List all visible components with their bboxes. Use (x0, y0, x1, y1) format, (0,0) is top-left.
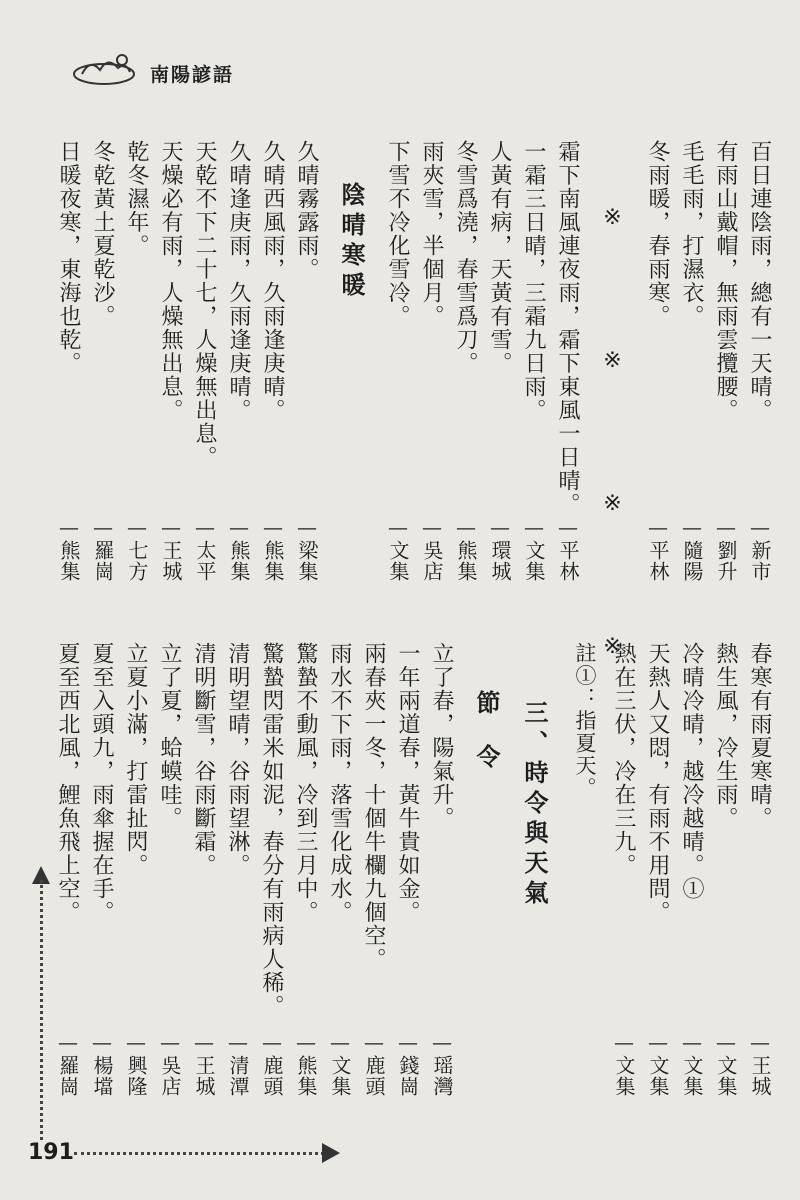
proverb-line: 冬雨暖，春雨寒。 (645, 140, 670, 328)
proverb-line: 久晴西風雨，久雨逢庚晴。 (260, 140, 285, 422)
proverb-line: 久晴霧露雨。 (294, 140, 319, 281)
proverb-source: —熊集 (57, 515, 81, 582)
proverb-source: —王城 (192, 1030, 216, 1097)
proverb-source: —鹿頭 (362, 1030, 386, 1097)
proverb-line: 冬乾黃土夏乾沙。 (90, 140, 115, 328)
proverb-source: —錢崗 (396, 1030, 420, 1097)
proverb-line: 清明斷雪，谷雨斷霜。 (191, 642, 216, 877)
proverb-source: —文集 (680, 1030, 704, 1097)
page-number: 191 (28, 1140, 74, 1165)
proverb-source: —熊集 (261, 515, 285, 582)
proverb-source: —隨陽 (680, 515, 704, 582)
proverb-source: —吳店 (420, 515, 444, 582)
proverb-source: —文集 (522, 515, 546, 582)
proverb-source: —羅崗 (91, 515, 115, 582)
proverb-line: 日暖夜寒，東海也乾。 (56, 140, 81, 375)
proverb-source: —文集 (646, 1030, 670, 1097)
proverb-line: 一霜三日晴，三霜九日雨。 (521, 140, 546, 422)
proverb-line: 天乾不下二十七，人燥無出息。 (192, 140, 217, 469)
proverb-source: —王城 (748, 1030, 772, 1097)
proverb-line: 熱生風，冷生雨。 (713, 642, 738, 830)
dotted-margin-line (40, 880, 43, 1140)
proverb-source: —七方 (125, 515, 149, 582)
proverb-source: —王城 (159, 515, 183, 582)
proverb-line: 一年兩道春，黃牛貴如金。 (395, 642, 420, 924)
proverb-source: —平林 (556, 515, 580, 582)
proverb-line: 立了春，陽氣升。 (429, 642, 454, 830)
proverb-line: 久晴逢庚雨，久雨逢庚晴。 (226, 140, 251, 422)
proverb-source: —吳店 (158, 1030, 182, 1097)
proverb-line: 夏至入頭九，雨傘握在手。 (89, 642, 114, 924)
header-logo-icon (70, 48, 140, 88)
proverb-source: —文集 (714, 1030, 738, 1097)
proverb-source: —熊集 (294, 1030, 318, 1097)
proverb-line: 雨夾雪，半個月。 (419, 140, 444, 328)
proverb-source: —瑶灣 (430, 1030, 454, 1097)
proverb-source: —興隆 (124, 1030, 148, 1097)
proverb-line: 冷晴冷晴，越冷越晴。① (679, 642, 704, 901)
book-title: 南陽諺語 (150, 64, 235, 86)
proverb-line: 立夏小滿，打雷扯閃。 (123, 642, 148, 877)
footnote: 註①：指夏天。 (573, 642, 597, 800)
arrow-right-icon (322, 1143, 340, 1163)
proverb-source: —楊壋 (90, 1030, 114, 1097)
proverb-source: —梁集 (295, 515, 319, 582)
proverb-line: 人黃有病，天黃有雪。 (487, 140, 512, 375)
proverb-source: —文集 (612, 1030, 636, 1097)
proverb-source: —新市 (748, 515, 772, 582)
dotted-footer-line (74, 1152, 324, 1155)
proverb-line: 天燥必有雨，人燥無出息。 (158, 140, 183, 422)
proverb-line: 冬雪爲澆，春雪爲刀。 (453, 140, 478, 375)
proverb-line: 霜下南風連夜雨，霜下東風一日晴。 (555, 140, 580, 516)
proverb-line: 有雨山戴帽，無雨雲攬腰。 (713, 140, 738, 422)
chapter-heading: 三、時令與天氣 (520, 700, 549, 910)
proverb-source: —清潭 (226, 1030, 250, 1097)
proverb-line: 乾冬濕年。 (124, 140, 149, 258)
proverb-source: —太平 (193, 515, 217, 582)
proverb-source: —熊集 (227, 515, 251, 582)
proverb-line: 立了夏，蛤蟆哇。 (157, 642, 182, 830)
subsection-heading: 陰晴寒暖 (337, 182, 366, 302)
proverb-line: 天熱人又悶，有雨不用問。 (645, 642, 670, 924)
proverb-line: 毛毛雨，打濕衣。 (679, 140, 704, 328)
subsection-heading: 節令 (472, 690, 501, 798)
proverb-line: 驚蟄閃雷米如泥，春分有雨病人稀。 (259, 642, 284, 1018)
proverb-source: —文集 (386, 515, 410, 582)
proverb-line: 驚蟄不動風，冷到三月中。 (293, 642, 318, 924)
proverb-source: —環城 (488, 515, 512, 582)
proverb-source: —熊集 (454, 515, 478, 582)
proverb-line: 清明望晴，谷雨望淋。 (225, 642, 250, 877)
proverb-source: —文集 (328, 1030, 352, 1097)
proverb-source: —劉升 (714, 515, 738, 582)
proverb-source: —平林 (646, 515, 670, 582)
proverb-source: —鹿頭 (260, 1030, 284, 1097)
proverb-line: 雨水不下雨，落雪化成水。 (327, 642, 352, 924)
proverb-line: 熱在三伏，冷在三九。 (611, 642, 636, 877)
proverb-line: 春寒有雨夏寒晴。 (747, 642, 772, 830)
section-divider-stars: ※ ※ ※ ※ (600, 205, 625, 707)
proverb-line: 夏至西北風，鯉魚飛上空。 (55, 642, 80, 924)
proverb-source: —羅崗 (56, 1030, 80, 1097)
proverb-line: 兩春夾一冬，十個牛欄九個空。 (361, 642, 386, 971)
proverb-line: 下雪不冷化雪冷。 (385, 140, 410, 328)
proverb-line: 百日連陰雨，總有一天晴。 (747, 140, 772, 422)
